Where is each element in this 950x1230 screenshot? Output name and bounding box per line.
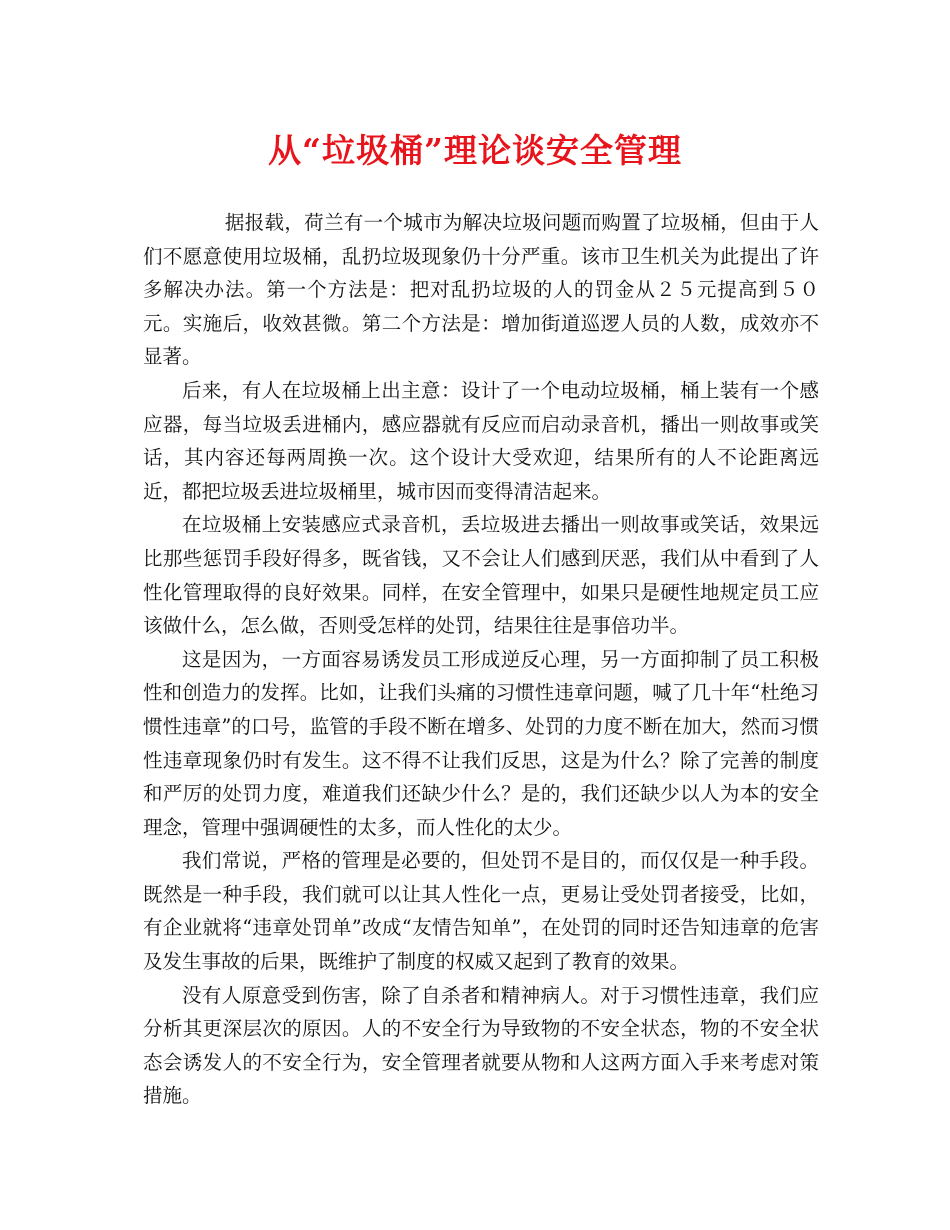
document-title: 从“垃圾桶”理论谈安全管理 — [268, 131, 682, 170]
paragraph-2: 后来，有人在垃圾桶上出主意：设计了一个电动垃圾桶，桶上装有一个感应器，每当垃圾丢进桶内，感应器就有反应而启动录音机，播出一则故事或笑话，其内容还每两周换一次。这个设计大受欢迎，结果所有的人不论距离远近，都把垃圾丢进垃圾桶里，城市因而变得清洁起来。 — [143, 378, 819, 503]
article-body — [143, 206, 819, 1113]
paragraph-3: 在垃圾桶上安装感应式录音机，丢垃圾进去播出一则故事或笑话，效果远比那些惩罚手段好得多，既省钱，又不会让人们感到厌恶，我们从中看到了人性化管理取得的良好效果。同样，在安全管理中，如果只是硬性地规定员工应该做什么，怎么做，否则受怎样的处罚，结果往往是事倍功半。 — [143, 513, 819, 638]
paragraph-6: 没有人原意受到伤害，除了自杀者和精神病人。对于习惯性违章，我们应分析其更深层次的原因。人的不安全行为导致物的不安全状态，物的不安全状态会诱发人的不安全行为，安全管理者就要从物和人这两方面入手来考虑对策措施。 — [143, 983, 819, 1108]
paragraph-1: 据报载，荷兰有一个城市为解决垃圾问题而购置了垃圾桶，但由于人们不愿意使用垃圾桶，乱扔垃圾现象仍十分严重。该市卫生机关为此提出了许多解决办法。第一个方法是：把对乱扔垃圾的人的罚金从２５元提高到５０元。实施后，收效甚微。第二个方法是：增加街道巡逻人员的人数，成效亦不显著。 — [143, 211, 819, 369]
paragraph-5: 我们常说，严格的管理是必要的，但处罚不是目的，而仅仅是一种手段。既然是一种手段，我们就可以让其人性化一点，更易让受处罚者接受，比如，有企业就将“违章处罚单”改成“友情告知单”，在处罚的同时还告知违章的危害及发生事故的后果，既维护了制度的权威又起到了教育的效果。 — [143, 849, 819, 974]
paragraph-4: 这是因为，一方面容易诱发员工形成逆反心理，另一方面抑制了员工积极性和创造力的发挥。比如，让我们头痛的习惯性违章问题，喊了几十年“杜绝习惯性违章”的口号，监管的手段不断在增多、处罚的力度不断在加大，然而习惯性违章现象仍时有发生。这不得不让我们反思，这是为什么？除了完善的制度和严厉的处罚力度，难道我们还缺少什么？是的，我们还缺少以人为本的安全理念，管理中强调硬性的太多，而人性化的太少。 — [143, 647, 819, 839]
